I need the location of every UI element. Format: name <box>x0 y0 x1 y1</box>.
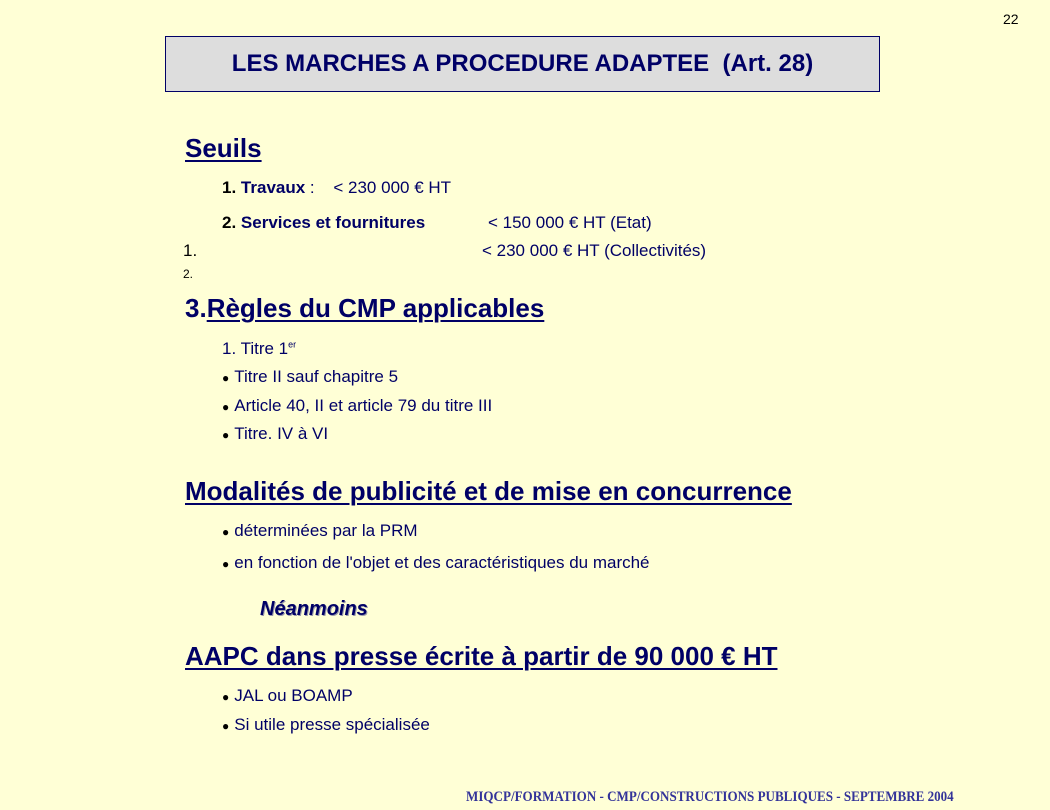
bullet-text: Si utile presse spécialisée <box>234 715 430 734</box>
modalites-bullet <box>222 554 650 571</box>
bullet-text: en fonction de l'objet et des caractéristiques du marché <box>234 553 650 572</box>
regles-bullet <box>222 425 328 442</box>
modalites-heading: Modalités de publicité et de mise en concurrence <box>185 476 792 506</box>
seuils-item-services <box>222 214 425 231</box>
page-number: 22 <box>1003 11 1019 27</box>
bullet-icon: ● <box>222 400 230 414</box>
bullet-icon: ● <box>222 428 230 442</box>
item-sep: : <box>305 178 315 197</box>
regles-bullet <box>222 368 398 385</box>
regles-prefix: 3. <box>185 293 207 323</box>
item-text: 1. Titre 1 <box>222 339 289 358</box>
seuils-value-etat: < 150 000 € HT (Etat) <box>488 213 652 232</box>
bullet-icon: ● <box>222 371 230 385</box>
bullet-icon: ● <box>222 557 230 571</box>
regles-heading <box>185 295 544 321</box>
item-value: < 230 000 € HT <box>333 178 452 197</box>
item-label: Services et fournitures <box>240 213 426 232</box>
stray-number-2: 2. <box>183 267 194 281</box>
modalites-bullet <box>222 522 418 539</box>
regles-bullet <box>222 397 492 414</box>
bullet-text: Titre II sauf chapitre 5 <box>234 367 399 386</box>
item-label: Travaux <box>240 178 306 197</box>
bullet-text: Article 40, II et article 79 du titre III <box>234 396 493 415</box>
neanmoins-label: Néanmoins <box>260 598 368 620</box>
bullet-text: déterminées par la PRM <box>234 521 418 540</box>
footer: MIQCP/FORMATION - CMP/CONSTRUCTIONS PUBLIQUES - SEPTEMBRE 2004 <box>466 789 954 805</box>
aapc-heading: AAPC dans presse écrite à partir de 90 000 € HT <box>185 641 778 671</box>
bullet-icon: ● <box>222 719 230 733</box>
title-box <box>165 36 880 92</box>
regles-item-1 <box>222 340 296 357</box>
item-number: 1. <box>222 178 237 197</box>
aapc-bullet <box>222 687 353 704</box>
bullet-icon: ● <box>222 525 230 539</box>
bullet-icon: ● <box>222 690 230 704</box>
regles-title: Règles du CMP applicables <box>206 293 545 323</box>
bullet-text: Titre. IV à VI <box>234 424 329 443</box>
aapc-bullet <box>222 716 430 733</box>
item-sup: er <box>288 339 297 350</box>
bullet-text: JAL ou BOAMP <box>234 686 353 705</box>
seuils-heading: Seuils <box>185 133 262 163</box>
item-number: 2. <box>222 213 237 232</box>
page-title: LES MARCHES A PROCEDURE ADAPTEE (Art. 28) <box>231 50 814 77</box>
stray-number-1: 1. <box>183 241 198 260</box>
seuils-item-travaux <box>222 179 451 196</box>
seuils-value-collectivites: < 230 000 € HT (Collectivités) <box>482 241 707 260</box>
